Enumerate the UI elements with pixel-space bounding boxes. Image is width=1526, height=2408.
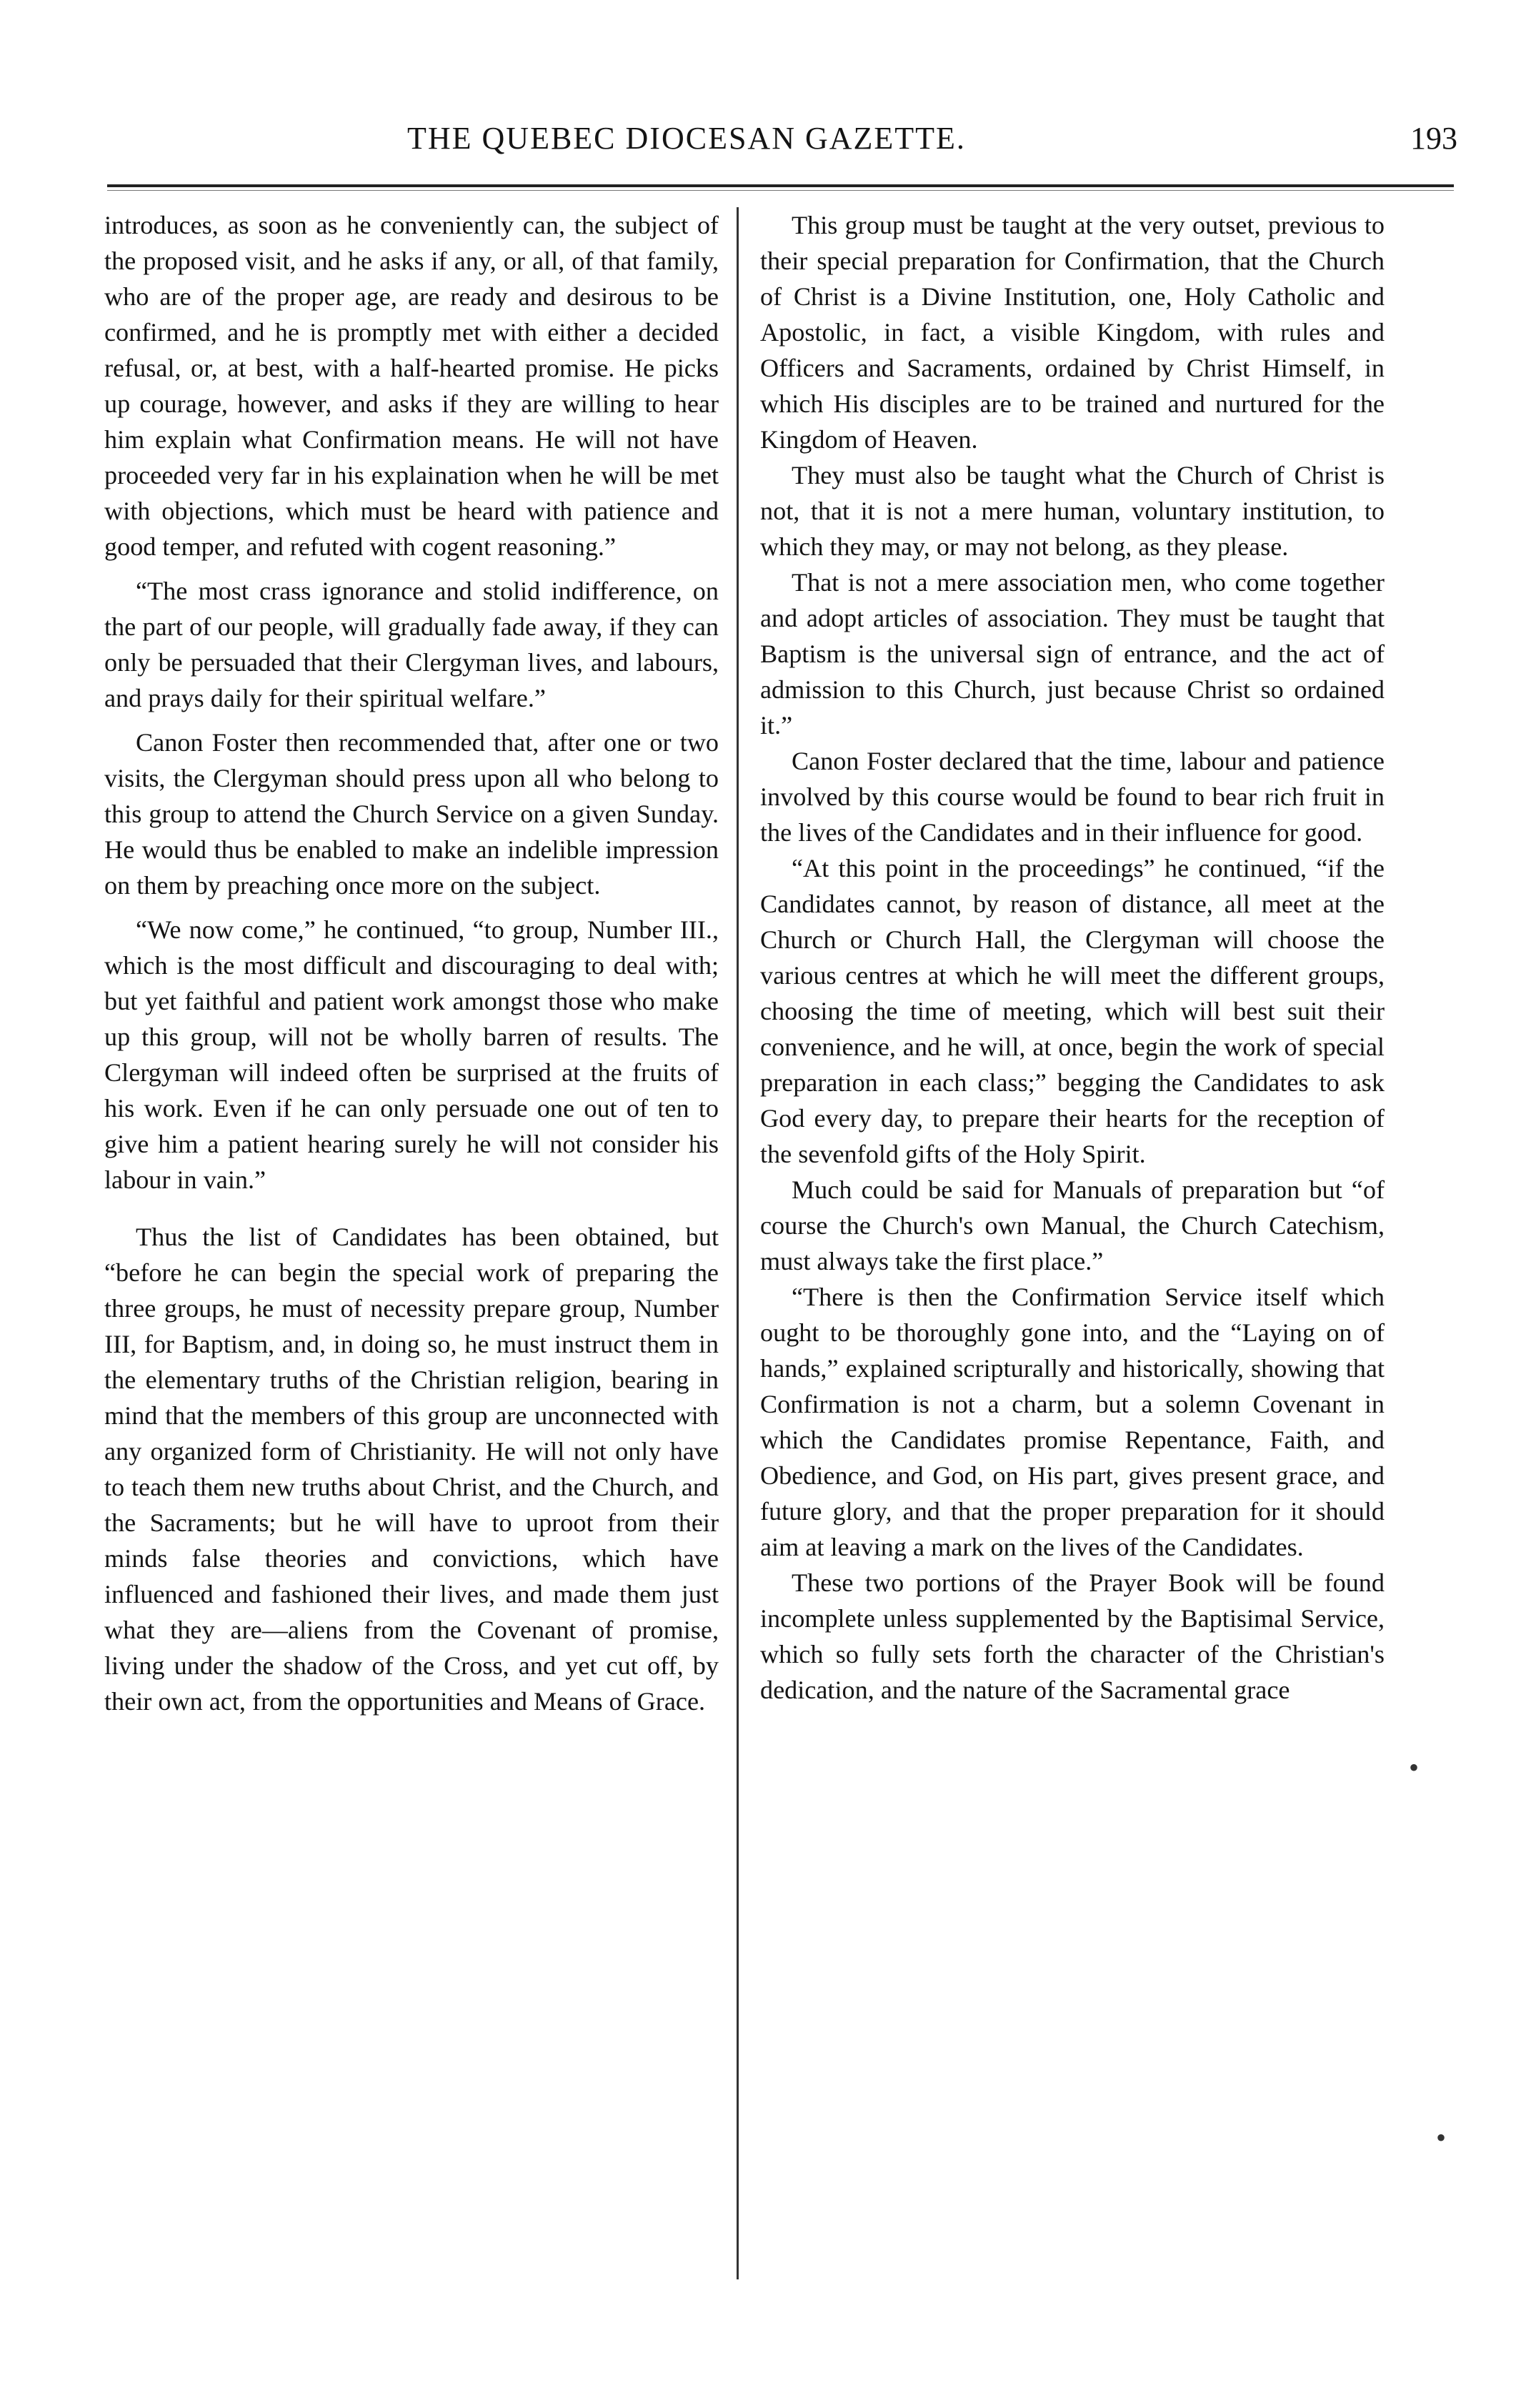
paragraph: That is not a mere association men, who come together and adopt articles of association. They must be taught that Baptism is the universal sign of entrance, and the act of admission to this Church, just because Christ so ordained it.” xyxy=(760,568,1385,740)
margin-mark: • xyxy=(1409,1751,1420,1783)
margin-mark: • xyxy=(1436,2121,1447,2154)
paragraph: “We now come,” he continued, “to group, Number III., which is the most difficult and discouraging to deal with; but yet faithful and patient work amongst those who make up this group, will not be wholly barren of results. The Clergyman will indeed often be surprised at the fruits of his work. Even if he can only persuade one out of ten to give him a patient hearing surely he will not consider his labour in vain.” xyxy=(104,915,719,1194)
column-divider xyxy=(737,207,739,2279)
paragraph: Much could be said for Manuals of preparation but “of course the Church's own Manual, the Church Catechism, must always take the first place.” xyxy=(760,1175,1385,1275)
paragraph: Canon Foster then recommended that, after one or two visits, the Clergyman should press upon all who belong to this group to attend the Church Service on a given Sunday. He would thus be enabled to make an indelible impression on them by preaching once more on the subject. xyxy=(104,728,719,900)
paragraph: This group must be taught at the very outset, previous to their special preparation for Confirmation, that the Church of Christ is a Divine Institution, one, Holy Catholic and Apostolic, in fact, a visible Kingdom, with rules and Officers and Sacraments, ordained by Christ Himself, in which His disciples are to be trained and nurtured for the Kingdom of Heaven. xyxy=(760,211,1385,454)
header-rule-thin xyxy=(107,190,1454,191)
paragraph: They must also be taught what the Church of Christ is not, that it is not a mere human, voluntary institution, to which they may, or may not belong, as they please. xyxy=(760,461,1385,561)
paragraph: These two portions of the Prayer Book will be found incomplete unless supplemented by the Baptisimal Service, which so fully sets forth the character of the Christian's dedication, and the nature of the Sacramental grace xyxy=(760,1568,1385,1704)
page-header xyxy=(107,120,1457,170)
right-column xyxy=(760,207,1385,1708)
paragraph: “At this point in the proceedings” he continued, “if the Candidates cannot, by reason of distance, all meet at the Church or Church Hall, the Clergyman will choose the various centres at which he will meet the different groups, choosing the time of meeting, which will best suit their convenience, and he will, at once, begin the work of special preparation in each class;” begging the Candidates to ask God every day, to prepare their hearts for the reception of the sevenfold gifts of the Holy Spirit. xyxy=(760,854,1385,1168)
paragraph: “There is then the Confirmation Service itself which ought to be thoroughly gone into, and the “Laying on of hands,” explained scripturally and historically, showing that Confirmation is not a charm, but a solemn Covenant in which the Candidates promise Repentance, Faith, and Obedience, and God, on His part, gives present grace, and future glory, and that the proper preparation for it should aim at leaving a mark on the lives of the Candidates. xyxy=(760,1283,1385,1561)
header-rule xyxy=(107,184,1454,187)
paragraph: “The most crass ignorance and stolid indifference, on the part of our people, will gradually fade away, if they can only be persuaded that their Clergyman lives, and labours, and prays daily for their spiritual welfare.” xyxy=(104,577,719,712)
paragraph: Canon Foster declared that the time, labour and patience involved by this course would be found to bear rich fruit in the lives of the Candidates and in their influence for good. xyxy=(760,747,1385,847)
page-number: 193 xyxy=(1410,121,1457,156)
publication-title: THE QUEBEC DIOCESAN GAZETTE. xyxy=(407,121,966,156)
left-column xyxy=(104,207,719,1719)
paragraph: Thus the list of Candidates has been obtained, but “before he can begin the special work of preparing the three groups, he must of necessity prepare group, Number III, for Baptism, and, in doing so, he must instruct them in the elementary truths of the Christian religion, bearing in mind that the members of this group are unconnected with any organized form of Christianity. He will not only have to teach them new truths about Christ, and the Church, and the Sacraments; but he will have to uproot from their minds false theories and convictions, which have influenced and fashioned their lives, and made them just what they are—aliens from the Covenant of promise, living under the shadow of the Cross, and yet cut off, by their own act, from the opportunities and Means of Grace. xyxy=(104,1223,719,1716)
paragraph: introduces, as soon as he conveniently can, the subject of the proposed visit, and he asks if any, or all, of that family, who are of the proper age, are ready and desirous to be confirmed, and he is promptly met with either a decided refusal, or, at best, with a half-hearted promise. He picks up courage, however, and asks if they are willing to hear him explain what Confirmation means. He will not have proceeded very far in his explaination when he will be met with objections, which must be heard with patience and good temper, and refuted with cogent reasoning.” xyxy=(104,211,719,561)
